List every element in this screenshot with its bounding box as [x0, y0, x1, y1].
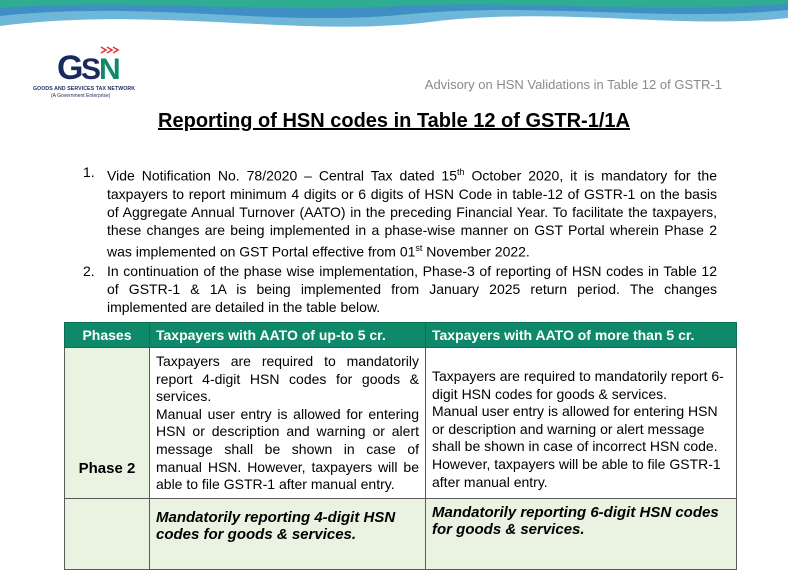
cell-more-than-5cr: Mandatorily reporting 6-digit HSN codes for goods & services. — [426, 498, 737, 569]
logo-org-subtitle: (A Government Enterprise) — [51, 93, 111, 99]
superscript: st — [415, 242, 423, 253]
cell-text: Taxpayers are required to mandatorily report 6-digit HSN codes for goods & services. — [432, 368, 724, 402]
logo-org-name: GOODS AND SERVICES TAX NETWORK — [33, 86, 136, 92]
superscript: th — [457, 167, 465, 177]
cell-text: Manual user entry is allowed for entering HSN or description and warning or alert message shall be shown in case of manual HSN. However, taxpayers will be able to file GSTR-1 after manual entry. — [156, 405, 419, 493]
header-wave-decoration — [0, 0, 788, 50]
phase-label — [65, 498, 150, 569]
page-title: Reporting of HSN codes in Table 12 of GSTR-1/1A — [158, 110, 630, 132]
column-header-upto-5cr: Taxpayers with AATO of up-to 5 cr. — [150, 323, 426, 348]
gstn-logo — [33, 45, 143, 105]
column-header-more-than-5cr: Taxpayers with AATO of more than 5 cr. — [426, 323, 737, 348]
paragraph-1 — [83, 163, 717, 260]
hsn-phase-table — [64, 322, 737, 570]
paragraph-number: 1. — [83, 164, 95, 180]
paragraph-2 — [83, 262, 717, 316]
cell-more-than-5cr — [426, 348, 737, 499]
svg-text:G: G — [57, 49, 84, 85]
paragraph-text: October 2020, it is mandatory for the taxpayers to report minimum 4 digits or 6 digits of HSN Code in table-12 of GSTR-1 on the basis of Aggregate Annual Turnover (AATO) in the preceding Financial Year. To facilitate the taxpayers, these changes are being implemented in a phase-wise manner on GST Portal wherein Phase 2 was implemented on GST Portal effective from 01 — [107, 167, 717, 260]
column-header-phases: Phases — [65, 323, 150, 348]
cell-upto-5cr: Mandatorily reporting 4-digit HSN codes for goods & services. — [150, 498, 426, 569]
table-row-phase-2 — [65, 348, 737, 499]
paragraph-number: 2. — [83, 263, 95, 279]
cell-text: Manual user entry is allowed for entering HSN or description and warning or alert message shall be shown in case of incorrect HSN code. However, taxpayers will be able to file GSTR-1 after manual entry. — [432, 403, 721, 490]
paragraph-text: November 2022. — [422, 243, 530, 260]
table-row-mandatory — [65, 498, 737, 569]
svg-text:S: S — [81, 53, 102, 85]
cell-text: Taxpayers are required to mandatorily report 4-digit HSN codes for goods & services. — [156, 353, 419, 405]
paragraph-text: Vide Notification No. 78/2020 – Central Tax dated 15 — [107, 167, 457, 184]
phase-label: Phase 2 — [65, 348, 150, 499]
cell-upto-5cr — [150, 348, 426, 499]
paragraph-text: In continuation of the phase wise implementation, Phase-3 of reporting of HSN codes in Table 12 of GSTR-1 & 1A is being implemented from January 2025 return period. The changes implemented are detailed in the table below. — [107, 263, 717, 315]
gstn-logo-mark — [57, 45, 127, 85]
table-header-row — [65, 323, 737, 348]
advisory-header-title: Advisory on HSN Validations in Table 12 of GSTR-1 — [424, 77, 722, 92]
svg-text:N: N — [99, 53, 121, 85]
